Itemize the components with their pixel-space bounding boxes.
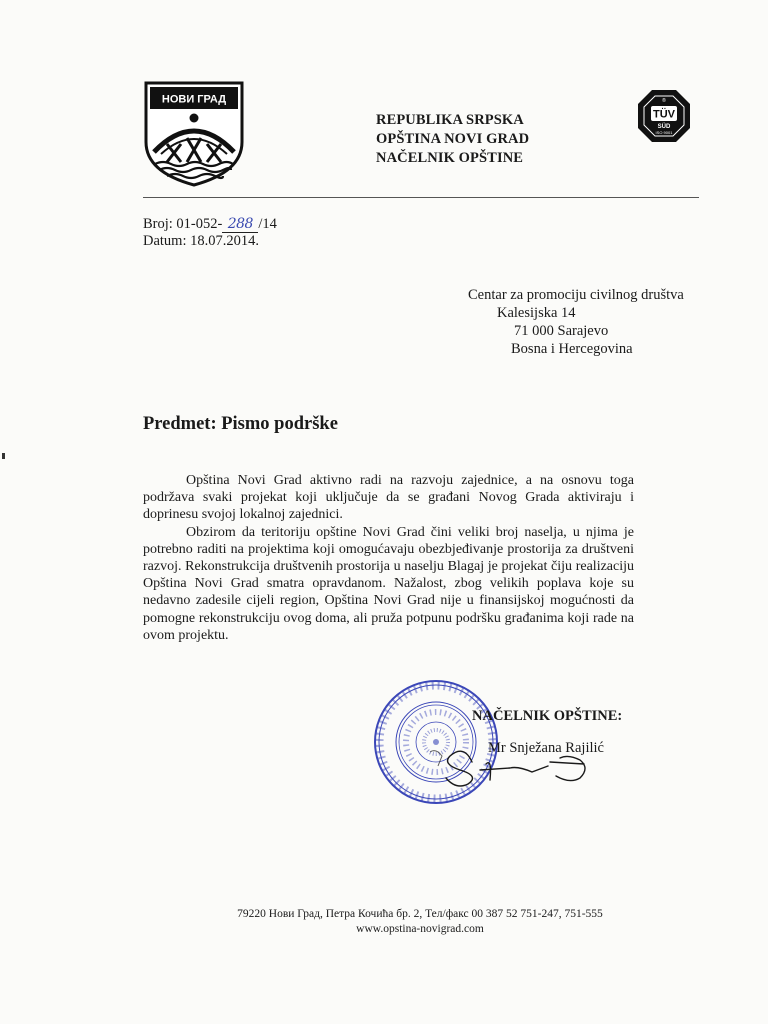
badge-standard: ISO 9001 xyxy=(655,130,673,135)
badge-code: SÜD xyxy=(657,124,671,130)
novi-grad-coat-of-arms-icon xyxy=(143,80,245,188)
reference-number xyxy=(143,216,277,233)
badge-mark: TÜV xyxy=(653,108,675,121)
handwritten-signature-icon xyxy=(420,742,610,792)
letterhead-line: OPŠTINA NOVI GRAD xyxy=(376,131,530,147)
scan-artifact xyxy=(2,453,5,459)
svg-text:®: ® xyxy=(662,98,666,104)
broj-prefix: Broj: 01-052- xyxy=(143,216,223,232)
addressee-line: Kalesijska 14 xyxy=(497,305,576,321)
addressee-line: Bosna i Hercegovina xyxy=(511,341,633,357)
body-paragraph: Opština Novi Grad aktivno radi na razvoju zajednice, a na osnovu toga podržava svaki projekat koji uključuje da se građani Novog Grada aktiviraju i doprinesu svojoj lokalnoj zajednici. xyxy=(143,473,634,523)
letterhead-title xyxy=(376,111,529,168)
reference-date: Datum: 18.07.2014. xyxy=(143,233,259,249)
signature-title: NAČELNIK OPŠTINE: xyxy=(472,708,623,724)
addressee-block xyxy=(468,286,684,358)
addressee-line: Centar za promociju civilnog društva xyxy=(468,287,684,303)
addressee-line: 71 000 Sarajevo xyxy=(514,323,609,339)
broj-suffix: /14 xyxy=(258,216,277,232)
letter-subject: Predmet: Pismo podrške xyxy=(143,414,338,434)
tuv-certification-badge-icon xyxy=(636,88,692,144)
letterhead-line: REPUBLIKA SRPSKA xyxy=(376,112,524,128)
emblem-text: НОВИ ГРАД xyxy=(161,93,227,106)
footer-address: 79220 Нови Град, Петра Кочића бр. 2, Тел/факс 00 387 52 751-247, 751-555 xyxy=(237,908,603,920)
letter-footer xyxy=(200,907,640,937)
reference-block xyxy=(143,216,277,249)
letter-body xyxy=(143,472,634,644)
handwritten-number: 288 xyxy=(222,216,258,233)
header-divider xyxy=(143,197,699,198)
signatory-name: Mr Snježana Rajilić xyxy=(488,740,604,756)
letterhead-line: NAČELNIK OPŠTINE xyxy=(376,150,524,166)
body-paragraph: Obzirom da teritoriju opštine Novi Grad čini veliki broj naselja, u njima je potrebno raditi na projektima koji omogućavaju obezbjeđivanje prostorija za društveni razvoj. Rekonstrukcija društvenih prostorija u naselju Blagaj je projekat čiju realizaciju Opština Novi Grad smatra opravdanom. Nažalost, zbog velikih poplava koje su nedavno zadesile cijeli region, Opština Novi Grad nije u finansijskoj mogućnosti da pomogne rekonstrukciju ovog doma, ali pruža potpunu podršku građanima koji rade na ovom projektu. xyxy=(143,524,634,643)
footer-website: www.opstina-novigrad.com xyxy=(356,923,484,935)
